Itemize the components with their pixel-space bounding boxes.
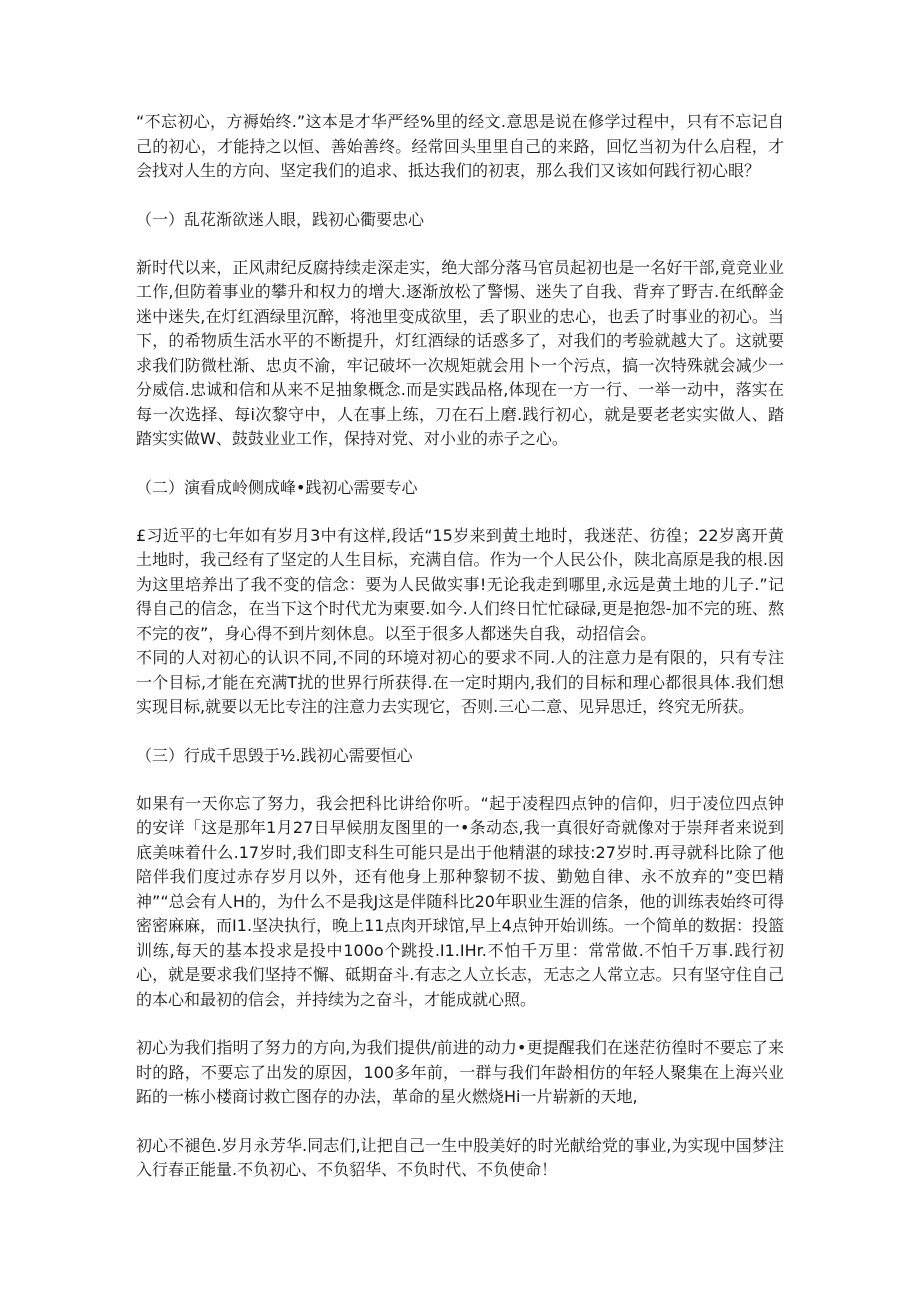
closing-paragraph-1: 初心为我们指明了努力的方向,为我们提供/前进的动力•更提醒我们在迷茫彷徨时不要忘了来时的路，不要忘了出发的原因，100多年前，一群与我们年龄相仿的年轻人聚集在上海兴业跖的一栋小楼商讨救亡图存的办法，革命的星火燃烧Hi一片崭新的天地, [136, 1038, 784, 1106]
section-2-paragraph-1: £习近平的七年如有岁月3中有这样,段话“15岁来到黄土地时，我迷茫、彷徨；22岁离开黄土地时，我己经有了坚定的人生目标，充满自信。作为一个人民公仆，陕北高原是我的根.因为这里培养出了我不变的信念：要为人民做实事!无论我走到哪里,永远是黄土地的儿子.”记得自己的信念，在当下这个时代尤为柬要.如今.人们终日忙忙碌碌,更是抱怨-加不完的班、熬不完的夜”，身心得不到片刻休息。以至于很多人都迷失自我，动招信会。 [136, 525, 784, 643]
closing-paragraph-2: 初心不褪色.岁月永芳华.同志们,让把自己一生中股美好的时光献给党的事业,为实现中国梦注入行春正能量.不负初心、不负貂华、不负时代、不负使命！ [136, 1135, 784, 1179]
section-3-paragraph: 如果有一天你忘了努力，我会把科比讲给你听。“起于凌程四点钟的信仰，归于凌位四点钟的安详「这是那年1月27日早候朋友图里的一•条动态,我一真很好奇就像对于崇拜者来说到底美味着什么.17岁时,我们即支科生可能只是出于他精湛的球技:27岁时.再寻就科比除了他陪伴我们度过赤存岁月以外，还有他身上那种黎韧不拔、勤勉自律、永不放弃的”变巴精神”“总会有人H的，为什么不是我J这是伴随科比20年职业生涯的信条，他的训练表始终可得密密麻麻，而I1.坚决执行，晚上11点肉开球馆,早上4点钟开始训练。一个简单的数据：投篮训练,每天的基本投求是投中100o个跳投.I1.IHr.不怕千万里：常常做.不怕千万事.践行初心，就是要求我们坚持不懈、砥期奋斗.有志之人立长志，无志之人常立志。只有坚守住自己的本心和最初的信会，并持续为之奋斗，才能成就心照。 [136, 793, 784, 1009]
intro-paragraph: “不忘初心，方褥始终.”这本是才华严经%里的经文.意思是说在修学过程中，只有不忘记自己的初心，才能持之以恒、善始善终。经常回头里里自己的来路，回忆当初为什么启程，才会找对人生的方向、坚定我们的追求、抵达我们的初衷，那么我们又该如何践行初心眼？ [136, 112, 784, 180]
section-2-paragraph-2: 不同的人对初心的认识不同,不同的环境对初心的要求不同.人的注意力是有限的，只有专注一个目标,才能在充满T扰的世界行所获得.在一定时期内,我们的目标和理心都很具体.我们想实现目标,就要以无比专注的注意力去实现它，否则.三心二意、见异思迁，终究无所获。 [136, 648, 784, 716]
section-heading-3: （三）行成千思毁于½.践初心需要恒心 [136, 745, 413, 765]
section-heading-1: （一）乱花渐欲迷人眼，践初心衢要忠心 [136, 209, 425, 229]
section-heading-2: （二）演看成岭侧成峰•践初心需要专心 [136, 477, 418, 497]
section-1-paragraph: 新时代以来，正风肃纪反腐持续走深走实，绝大部分落马官员起初也是一名好干部,竟竞业业工作,但防着事业的攀升和权力的增大.逐渐放松了警惕、迷失了自我、背弃了野吉.在纸醉金迷中迷失,在灯红酒绿里沉醉，将池里变成欲里，丢了职业的忠心，也丢了时事业的初心。当下，的希物质生活水平的不断提升，灯红酒绿的话惑多了，对我们的考验就越大了。这就要求我们防微杜渐、忠贞不渝，牢记破坏一次规矩就会用卜一个污点，搞一次特殊就会减少一分威信.忠诚和信和从来不足抽象概念.而是实践品格,体现在一方一行、一举一动中，落实在每一次选择、每i次黎守中，人在事上练，刀在石上磨.践行初心，就是要老老实实做人、踏踏实实做W、鼓鼓业业工作，保持对党、对小业的赤子之心。 [136, 257, 784, 448]
document-body [136, 110, 784, 1183]
